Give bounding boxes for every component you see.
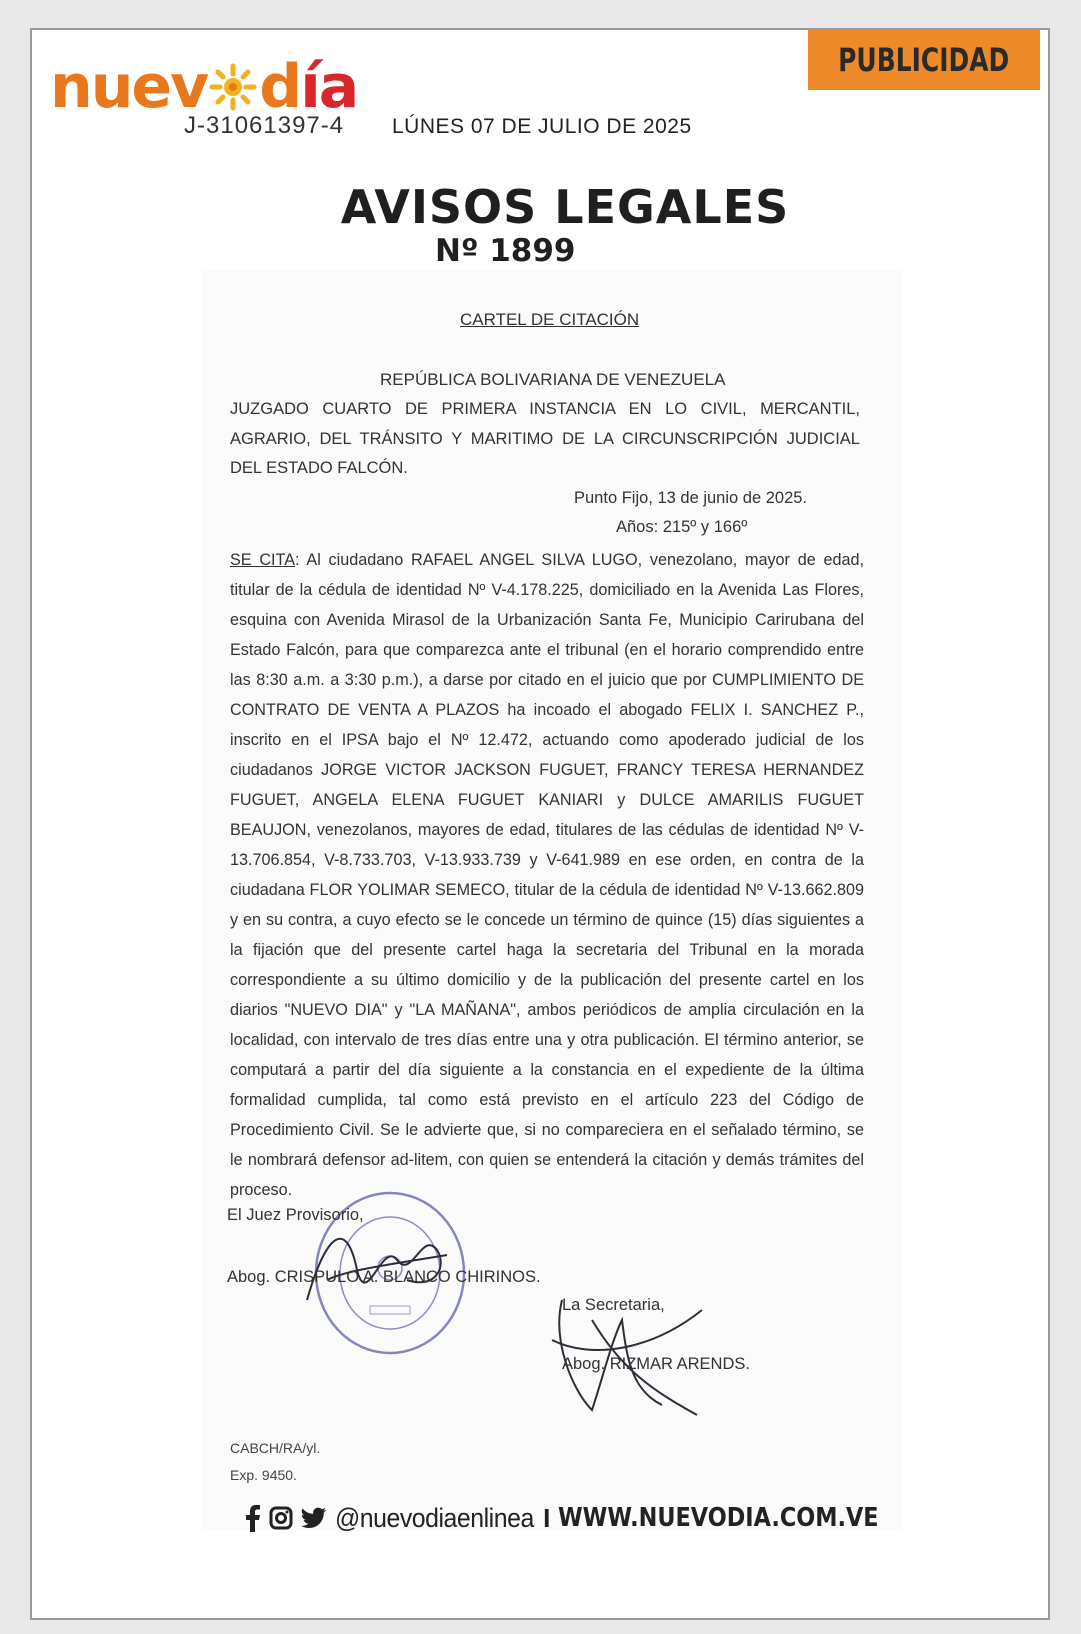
facebook-icon <box>245 1504 261 1532</box>
logo-text-end: ía <box>300 52 358 122</box>
judge-name: Abog. CRISPULO A. BLANCO CHIRINOS. <box>227 1268 541 1286</box>
issue-date: LÚNES 07 DE JULIO DE 2025 <box>392 115 692 138</box>
footer-separator: I <box>543 1502 551 1533</box>
logo-text-start: nuev <box>50 52 208 122</box>
notice-body <box>230 545 864 1205</box>
expediente-number: Exp. 9450. <box>230 1467 297 1483</box>
judge-signature <box>287 1210 467 1320</box>
reference-initials: CABCH/RA/yl. <box>230 1440 321 1456</box>
secretary-label: La Secretaria, <box>562 1296 665 1314</box>
notice-body-text: : Al ciudadano RAFAEL ANGEL SILVA LUGO, venezolano, mayor de edad, titular de la cédula de identidad Nº V-4.178.225, domiciliado en la Avenida Las Flores, esquina con Avenida Mirasol de la Urbanización Santa Fe, Municipio Carirubana del Estado Falcón, para que comparezca ante el tribunal (en el horario comprendido entre las 8:30 a.m. a 3:30 p.m.), a darse por citado en el juicio que por CUMPLIMIENTO DE CONTRATO DE VENTA A PLAZOS ha incoado el abogado FELIX I. SANCHEZ P., inscrito en el IPSA bajo el Nº 12.472, actuando como apoderado judicial de los ciudadanos JORGE VICTOR JACKSON FUGUET, FRANCY TERESA HERNANDEZ FUGUET, ANGELA ELENA FUGUET KANIARI y DULCE AMARILIS FUGUET BEAUJON, venezolanos, mayores de edad, titulares de las cédulas de identidad Nº V-13.706.854, V-8.733.703, V-13.933.739 y V-641.989 en ese orden, en contra de la ciudadana FLOR YOLIMAR SEMECO, titular de la cédula de identidad Nº V-13.662.809 y en su contra, a cuyo efecto se le concede un término de quince (15) días siguientes a la fijación que del presente cartel haga la secretaria del Tribunal en la morada correspondiente a su último domicilio y de la publicación del presente cartel en los diarios "NUEVO DIA" y "LA MAÑANA", ambos periódicos de amplia circulación en la localidad, con intervalo de tres días entre una y otra publicación. El término anterior, se computará a partir del día siguiente a la constancia en el expediente de la última formalidad cumplida, tal como está previsto en el artículo 223 del Código de Procedimiento Civil. Se le advierte que, si no compareciera en el señalado término, se le nombrará defensor ad-litem, con quien se entenderá la citación y demás trámites del proceso. <box>230 551 864 1199</box>
place-date: Punto Fijo, 13 de junio de 2025. <box>574 489 808 507</box>
footer-social <box>245 1500 931 1536</box>
twitter-icon <box>301 1507 327 1529</box>
section-title <box>32 180 1048 234</box>
sun-icon <box>209 63 257 111</box>
anos-line: Años: 215º y 166º <box>616 518 748 536</box>
publicidad-label: PUBLICIDAD <box>838 41 1010 79</box>
instagram-icon <box>269 1506 293 1530</box>
judge-label: El Juez Provisorio, <box>227 1206 364 1224</box>
section-title-text: AVISOS LEGALES <box>340 180 790 234</box>
publicidad-badge <box>808 30 1040 90</box>
court-name: JUZGADO CUARTO DE PRIMERA INSTANCIA EN LO CIVIL, MERCANTIL, AGRARIO, DEL TRÁNSITO Y MARITIMO DE LA CIRCUNSCRIPCIÓN JUDICIAL DEL ESTADO FALCÓN. <box>230 400 860 477</box>
notice-heading: CARTEL DE CITACIÓN <box>460 310 640 329</box>
newspaper-page <box>30 28 1050 1620</box>
rif-number: J-31061397-4 <box>184 112 345 139</box>
se-cita-label: SE CITA <box>230 551 296 569</box>
secretary-name: Abog. RIZMAR ARENDS. <box>562 1355 750 1373</box>
logo-text-mid: d <box>259 52 301 122</box>
social-handle: @nuevodiaenlinea <box>335 1502 534 1533</box>
edition-number: Nº 1899 <box>435 233 576 269</box>
republica-line: REPÚBLICA BOLIVARIANA DE VENEZUELA <box>380 370 726 389</box>
website-url: WWW.NUEVODIA.COM.VE <box>558 1503 879 1533</box>
